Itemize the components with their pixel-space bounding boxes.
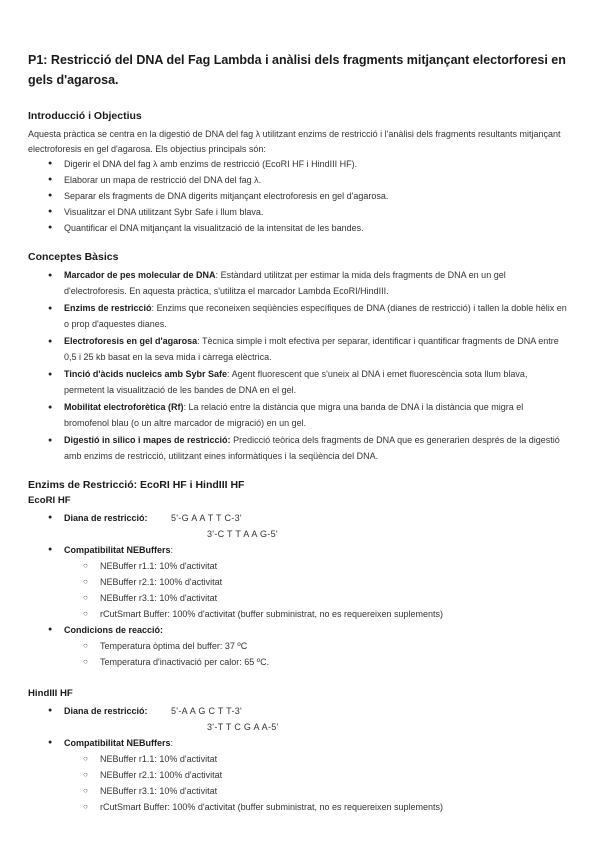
ecori-block (28, 494, 570, 670)
concepts-list (28, 268, 570, 464)
concept-term: Marcador de pes molecular de DNA (64, 270, 216, 280)
list-item (28, 703, 570, 735)
compat-separator: : (170, 738, 174, 748)
concept-text: Agent fluorescent que s'uneix al DNA i emet fluorescència sota llum blava, permetent la visualització de les bandes de DNA en el gel. (64, 369, 528, 395)
concept-separator: : (197, 336, 200, 346)
hindiii-heading: HindIII HF (28, 688, 73, 699)
concept-term: Enzims de restricció (64, 303, 152, 313)
list-item (28, 334, 570, 365)
hindiii-list (28, 703, 570, 751)
compat-label: Compatibilitat NEBuffers (64, 545, 171, 555)
concepts-section (28, 250, 570, 464)
list-item (28, 542, 570, 558)
compat-separator: : (170, 545, 174, 555)
concept-term: Digestió in silico i mapes de restricció: (64, 435, 231, 445)
concept-text: Estàndard utilitzat per estimar la mida dels fragments de DNA en un gel d'electroforesis. En aquesta pràctica, s'utilitza el marcador Lambda EcoRI/HindIII. (64, 270, 506, 296)
list-item: ● Elaborar un mapa de restricció del DNA del fag λ. (28, 172, 570, 188)
hindiii-block (28, 687, 570, 815)
site-seq-bottom: 3'-C T T A A G-5' (207, 529, 278, 539)
enzymes-section (28, 478, 570, 815)
list-item (28, 268, 570, 299)
list-item (28, 510, 570, 542)
list-item: ○ rCutSmart Buffer: 100% d'activitat (buffer subministrat, no es requereixen suplements) (28, 799, 570, 815)
list-item (28, 400, 570, 431)
concept-term: Mobilitat electroforètica (Rf) (64, 402, 184, 412)
list-item: ○ rCutSmart Buffer: 100% d'activitat (buffer subministrat, no es requereixen suplements) (28, 606, 570, 622)
concept-text: Tècnica simple i molt efectiva per separar, identificar i quantificar fragments de DNA entre 0,5 i 25 kb basat en la seva mida i càrrega elèctrica. (64, 336, 559, 362)
list-item: ○ NEBuffer r1.1: 10% d'activitat (28, 751, 570, 767)
concept-separator: : (151, 303, 155, 313)
ecori-heading: EcoRI HF (28, 495, 71, 506)
list-item (28, 622, 570, 638)
ecori-list (28, 510, 570, 558)
concept-separator: : (183, 402, 187, 412)
site-seq-top: 5'-G A A T T C-3' (171, 513, 242, 523)
list-item (28, 735, 570, 751)
list-item: ○ NEBuffer r3.1: 10% d'activitat (28, 783, 570, 799)
intro-section (28, 109, 570, 236)
compat-label: Compatibilitat NEBuffers (64, 738, 171, 748)
concept-term: Tinció d'àcids nucleics amb Sybr Safe (64, 369, 228, 379)
concept-text: La relació entre la distància que migra una banda de DNA i la distància que migra el bromofenol blau (o un altre marcador de migració) en un gel. (64, 402, 524, 428)
concept-text: Enzims que reconeixen seqüències específiques de DNA (dianes de restricció) i tallen la doble hèlix en o prop d'aquestes dianes. (64, 303, 567, 329)
list-item: ○ Temperatura d'inactivació per calor: 65 ºC. (28, 654, 570, 670)
list-item: ● Visualitzar el DNA utilitzant Sybr Safe i llum blava. (28, 204, 570, 220)
list-item (28, 367, 570, 398)
ecori-conditions-list (28, 638, 570, 670)
list-item: ● Digerir el DNA del fag λ amb enzims de restricció (EcoRI HF i HindIII HF). (28, 156, 570, 172)
intro-paragraph: Aquesta pràctica se centra en la digestió de DNA del fag λ utilitzant enzims de restricció i l'anàlisi dels fragments resultants mitjançant electroforesis en gel d'agarosa. Els objectius principals són: (28, 129, 561, 154)
concepts-heading: Conceptes Bàsics (28, 251, 119, 263)
concept-term: Electroforesis en gel d'agarosa (64, 336, 198, 346)
conditions-label: Condicions de reacció: (64, 625, 164, 635)
list-item (28, 301, 570, 332)
list-item: ○ Temperatura òptima del buffer: 37 ºC (28, 638, 570, 654)
site-seq-top: 5'-A A G C T T-3' (171, 706, 243, 716)
intro-heading: Introducció i Objectius (28, 110, 142, 122)
list-item: ● Separar els fragments de DNA digerits mitjançant electroforesis en gel d'agarosa. (28, 188, 570, 204)
concept-text: Predicció teòrica dels fragments de DNA que es generarien després de la digestió amb enzims de restricció, utilitzant eines informàtiques i la seqüència del DNA. (64, 435, 560, 461)
objectives-list (28, 156, 570, 236)
concept-separator: : (227, 369, 230, 379)
enzymes-heading: Enzims de Restricció: EcoRI HF i HindIII HF (28, 479, 245, 491)
site-label: ● Diana de restricció: (64, 513, 148, 523)
list-item: ○ NEBuffer r2.1: 100% d'activitat (28, 574, 570, 590)
concept-separator: : (215, 270, 219, 280)
list-item (28, 433, 570, 464)
ecori-buffers-list (28, 558, 570, 622)
list-item: ○ NEBuffer r1.1: 10% d'activitat (28, 558, 570, 574)
list-item: ○ NEBuffer r2.1: 100% d'activitat (28, 767, 570, 783)
ecori-cond-list (28, 622, 570, 638)
site-label: ● Diana de restricció: (64, 706, 148, 716)
list-item: ○ NEBuffer r3.1: 10% d'activitat (28, 590, 570, 606)
page-title: P1: Restricció del DNA del Fag Lambda i anàlisi dels fragments mitjançant electorforesi en gels d'agarosa. (28, 53, 566, 87)
list-item: ● Quantificar el DNA mitjançant la visualització de la intensitat de les bandes. (28, 220, 570, 236)
hindiii-buffers-list (28, 751, 570, 815)
site-seq-bottom: 3'-T T C G A A-5' (207, 722, 279, 732)
